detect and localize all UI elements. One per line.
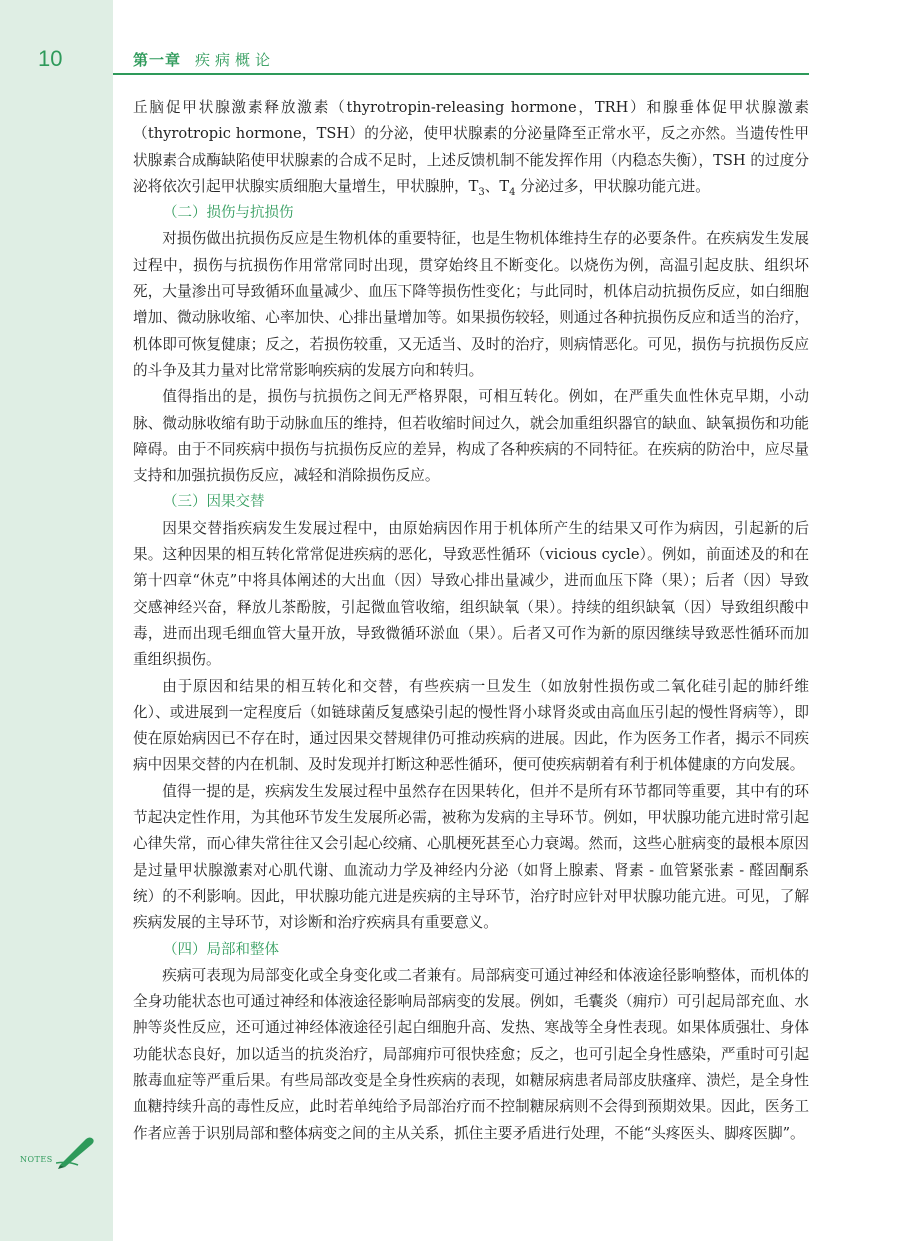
pen-icon (56, 1135, 96, 1169)
paragraph: 由于原因和结果的相互转化和交替，有些疾病一旦发生（如放射性损伤或二氧化硅引起的肺纤维化）、或进展到一定程度后（如链球菌反复感染引起的慢性肾小球肾炎或由高血压引起的慢性肾病等），即使在原始病因已不存在时，通过因果交替规律仍可推动疾病的进展。因此，作为医务工作者，揭示不同疾病中因果交替的内在机制、及时发现并打断这种恶性循环，便可使疾病朝着有利于机体健康的方向发展。 (133, 677, 809, 774)
page-number: 10 (38, 46, 63, 71)
chapter-label: 第一章 (133, 51, 182, 69)
running-header (133, 49, 275, 70)
section-heading-causality: （三）因果交替 (163, 494, 265, 511)
paragraph: 疾病可表现为局部变化或全身变化或二者兼有。局部病变可通过神经和体液途径影响整体，而机体的全身功能状态也可通过神经和体液途径影响局部病变的发展。例如，毛囊炎（痈疖）可引起局部充血、水肿等炎性反应，还可通过神经体液途径引起白细胞升高、发热、寒战等全身性表现。如果体质强壮、身体功能状态良好，加以适当的抗炎治疗，局部痈疖可很快痊愈；反之，也可引起全身性感染，严重时可引起脓毒血症等严重后果。有些局部改变是全身性疾病的表现，如糖尿病患者局部皮肤瘙痒、溃烂，是全身性血糖持续升高的毒性反应，此时若单纯给予局部治疗而不控制糖尿病则不会得到预期效果。因此，医务工作者应善于识别局部和整体病变之间的主从关系，抓住主要矛盾进行处理，不能“头疼医头、脚疼医脚”。 (133, 966, 809, 1142)
notes-label: NOTES (20, 1155, 53, 1164)
section-heading-injury: （二）损伤与抗损伤 (163, 205, 294, 222)
header-divider (113, 73, 809, 75)
paragraph: 值得指出的是，损伤与抗损伤之间无严格界限，可相互转化。例如，在严重失血性休克早期，小动脉、微动脉收缩有助于动脉血压的维持，但若收缩时间过久，就会加重组织器官的缺血、缺氧损伤和功能障碍。由于不同疾病中损伤与抗损伤反应的差异，构成了各种疾病的不同特征。在疾病的防治中，应尽量支持和加强抗损伤反应，减轻和消除损伤反应。 (133, 388, 809, 485)
paragraph: 因果交替指疾病发生发展过程中，由原始病因作用于机体所产生的结果又可作为病因，引起新的后果。这种因果的相互转化常常促进疾病的恶化，导致恶性循环（vicious cycle）。例如，前面述及的和在第十四章“休克”中将具体阐述的大出血（因）导致心排出量减少，进而血压下降（果）；后者（因）导致交感神经兴奋，释放儿茶酚胺，引起微血管收缩，组织缺氧（果）。持续的组织缺氧（因）导致组织酸中毒，进而出现毛细血管大量开放，导致微循环淤血（果）。后者又可作为新的原因继续导致恶性循环而加重组织损伤。 (133, 519, 809, 669)
chapter-title: 疾病概论 (195, 51, 276, 69)
body-text (133, 95, 809, 1147)
paragraph-continued: 丘脑促甲状腺激素释放激素（thyrotropin-releasing hormone，TRH）和腺垂体促甲状腺激素（thyrotropic hormone，TSH）的分泌，使甲状腺素的分泌量降至正常水平，反之亦然。当遗传性甲状腺素合成酶缺陷使甲状腺素的合成不足时，上述反馈机制不能发挥作用（内稳态失衡），TSH 的过度分泌将依次引起甲状腺实质细胞大量增生，甲状腺肿，$T_3$、$T_4$ 分泌过多，甲状腺功能亢进。 (133, 99, 809, 198)
margin-sidebar (0, 0, 113, 1241)
paragraph: 值得一提的是，疾病发生发展过程中虽然存在因果转化，但并不是所有环节都同等重要，其中有的环节起决定性作用，为其他环节发生发展所必需，被称为发病的主导环节。例如，甲状腺功能亢进时常引起心律失常，而心律失常往往又会引起心绞痛、心肌梗死甚至心力衰竭。然而，这些心脏病变的最根本原因是过量甲状腺激素对心肌代谢、血流动力学及神经内分泌（如肾上腺素、肾素 - 血管紧张素 - 醛固酮系统）的不利影响。因此，甲状腺功能亢进是疾病的主导环节，治疗时应针对甲状腺功能亢进。可见，了解疾病发展的主导环节，对诊断和治疗疾病具有重要意义。 (133, 782, 809, 932)
section-heading-local-whole: （四）局部和整体 (163, 941, 279, 958)
paragraph: 对损伤做出抗损伤反应是生物机体的重要特征，也是生物机体维持生存的必要条件。在疾病发生发展过程中，损伤与抗损伤作用常常同时出现，贯穿始终且不断变化。以烧伤为例，高温引起皮肤、组织坏死，大量渗出可导致循环血量减少、血压下降等损伤性变化；与此同时，机体启动抗损伤反应，如白细胞增加、微动脉收缩、心率加快、心排出量增加等。如果损伤较轻，则通过各种抗损伤反应和适当的治疗，机体即可恢复健康；反之，若损伤较重，又无适当、及时的治疗，则病情恶化。可见，损伤与抗损伤反应的斗争及其力量对比常常影响疾病的发展方向和转归。 (133, 230, 809, 379)
notes-marker (18, 1135, 98, 1175)
